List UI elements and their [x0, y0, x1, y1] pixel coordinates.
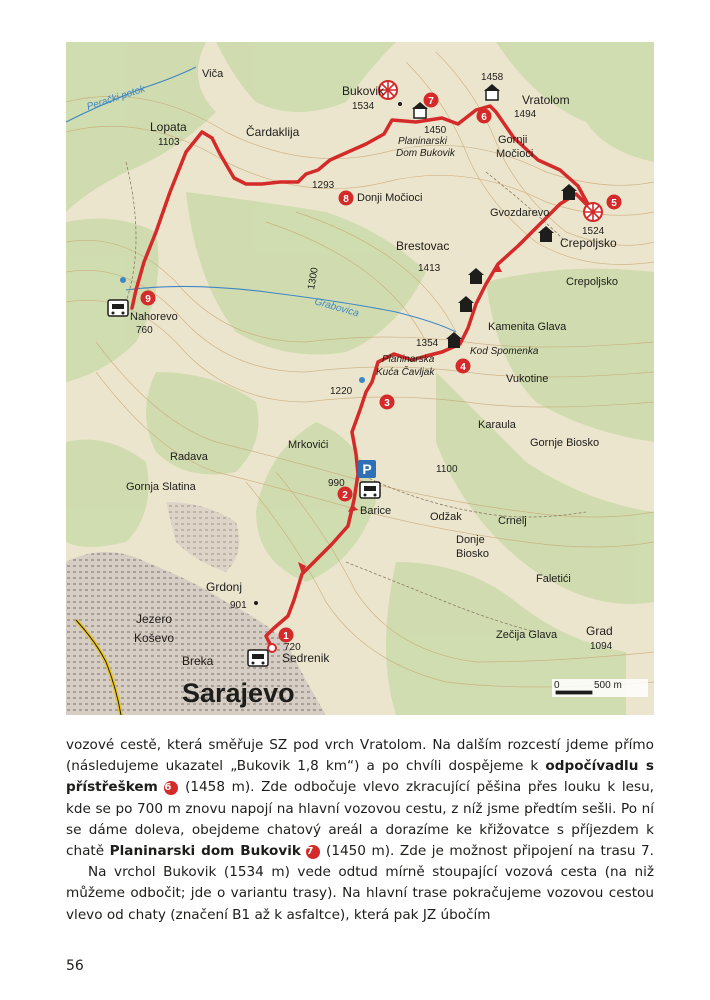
contour-label: 1100	[436, 464, 458, 475]
spring-icon	[359, 377, 365, 383]
place-label: Viča	[202, 68, 224, 80]
place-label: Gvozdarevo	[490, 207, 550, 219]
bus-stop-icon	[248, 650, 268, 666]
place-label: Karaula	[478, 419, 516, 431]
contour-label: 1300	[306, 266, 321, 291]
waypoint-badge: 7	[306, 845, 320, 859]
paragraph: vozové cestě, která směřuje SZ pod vrch Vratolom. Na dalším rozcestí jdeme přímo (následujeme ukazatel „Bukovik 1,8 km“) a po chvíli dospějeme k odpočívadlu s přístřeškem 6 (1458 m). Zde odbočuje vlevo zkracující pěšina přes louku k lesu, kde se po 700 m znovu napojí na hlavní vozovou cestu, z níž jsme předtím sešli. Po ní se dáme doleva, obejdeme chatový areál a dorazíme ke křižovatce s příjezdem k chatě Planinarski dom Bukovik 7 (1450 m). Zde je možnost připojení na trasu 7.	[66, 737, 655, 860]
place-label: Koševo	[134, 631, 175, 645]
svg-text:2: 2	[342, 490, 348, 501]
svg-text:500 m: 500 m	[594, 680, 622, 691]
elevation-label: 1458	[481, 72, 504, 83]
svg-text:3: 3	[384, 398, 390, 409]
place-label: Nahorevo	[130, 311, 178, 323]
paragraph: Na vrchol Bukovik (1534 m) vede odtud mírně stoupající vozová cesta (na niž můžeme odbočit; jde o variantu trasy). Na hlavní trase pokračujeme vozovou cestou vlevo od chaty (značení B1 až k asfaltce), která pak JZ úbočím	[66, 864, 654, 923]
emphasis: odpočívadlu s přístřeškem	[66, 758, 654, 796]
city-label: Sarajevo	[182, 678, 295, 708]
svg-text:0: 0	[554, 680, 560, 691]
place-label: Sedrenik	[282, 651, 330, 665]
summit-icon	[584, 203, 602, 221]
bus-stop-icon	[360, 482, 380, 498]
emphasis: Planinarski dom Bukovik	[109, 843, 301, 860]
place-label: Bukovik	[342, 84, 385, 98]
elevation-label: 1413	[418, 263, 441, 274]
elevation-label: 1450	[424, 125, 447, 136]
place-label: Grdonj	[206, 580, 243, 594]
svg-text:4: 4	[460, 362, 466, 373]
svg-text:P: P	[362, 461, 372, 477]
elevation-label: 1354	[416, 338, 439, 349]
elevation-label: 760	[136, 325, 153, 336]
elevation-label: 1524	[582, 226, 605, 237]
place-label: Grad	[586, 624, 613, 638]
waypoint-8	[339, 191, 354, 206]
spring-icon	[120, 277, 126, 283]
svg-text:8: 8	[343, 194, 349, 205]
parking-icon	[358, 460, 376, 478]
waypoint-badge: 6	[164, 781, 178, 795]
place-label: Crnelj	[498, 515, 527, 527]
route-start-point	[268, 644, 276, 652]
route-map	[66, 42, 654, 715]
place-label: Lopata	[150, 120, 187, 134]
place-label: Čardaklija	[246, 125, 300, 139]
place-label: Breka	[182, 654, 214, 668]
waypoint-6	[477, 109, 492, 124]
elevation-label: 1534	[352, 101, 375, 112]
elevation-label: 990	[328, 478, 345, 489]
waypoint-1	[279, 628, 294, 643]
elevation-label: 1103	[158, 137, 180, 148]
place-label: Donje	[456, 534, 485, 546]
place-label: Gornje Biosko	[530, 437, 600, 449]
place-label: Vukotine	[506, 373, 549, 385]
place-label: Odžak	[430, 511, 462, 523]
body-text	[66, 735, 654, 926]
elevation-label: 720	[284, 642, 301, 653]
place-label: Crepoljsko	[560, 236, 617, 250]
place-label: Zečija Glava	[496, 629, 558, 641]
waypoint-5	[607, 195, 622, 210]
place-label: Vratolom	[522, 93, 570, 107]
bus-stop-icon	[108, 300, 128, 316]
place-label: Crepoljsko	[566, 276, 618, 288]
scale-bar	[552, 679, 648, 697]
place-label: Mrkovići	[288, 439, 329, 451]
place-label: Radava	[170, 451, 208, 463]
stream-label-peracki: Perački potok	[85, 83, 147, 113]
svg-text:1: 1	[283, 631, 289, 642]
elevation-label: 1293	[312, 180, 335, 191]
elevation-label: 1094	[590, 641, 613, 652]
waypoint-3	[380, 395, 395, 410]
hut-label: Dom Bukovik	[396, 148, 455, 159]
hut-label: Kuća Čavljak	[376, 367, 435, 378]
place-label: Gornji	[498, 134, 528, 146]
waypoint-9	[141, 291, 156, 306]
elevation-label: 1220	[330, 386, 353, 397]
hut-label: Planinarski	[398, 136, 447, 147]
place-label: Gornja Slatina	[126, 481, 196, 493]
svg-text:9: 9	[145, 294, 151, 305]
place-label: Kod Spomenka	[470, 346, 539, 357]
place-label: Močioci	[496, 148, 534, 160]
elevation-label: 1494	[514, 109, 537, 120]
page-number: 56	[66, 958, 84, 974]
place-label: Barice	[360, 505, 392, 517]
svg-text:7: 7	[428, 96, 434, 107]
place-label: Brestovac	[396, 239, 450, 253]
waypoint-4	[456, 359, 471, 374]
stream-label-grabovica: Grabovica	[313, 296, 361, 320]
hut-label: Planinarska	[382, 354, 435, 365]
waypoint-7	[424, 93, 439, 108]
place-label: Faletići	[536, 573, 571, 585]
place-label: Donji Močioci	[357, 192, 423, 204]
elevation-label: 901	[230, 600, 247, 611]
place-label: Jezero	[136, 612, 173, 626]
place-label: Biosko	[456, 548, 490, 560]
svg-text:5: 5	[611, 198, 617, 209]
place-label: Kamenita Glava	[488, 321, 567, 333]
svg-text:6: 6	[481, 112, 487, 123]
